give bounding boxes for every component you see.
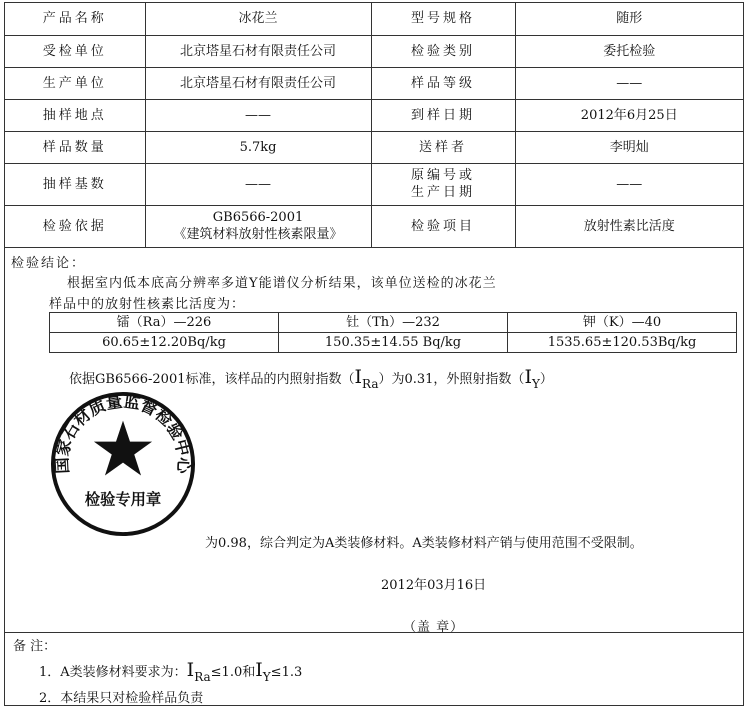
label-inspection-basis: 检验依据 — [5, 205, 145, 247]
table-row — [5, 205, 743, 247]
value-sampling-base: —— — [145, 163, 371, 205]
table-row — [5, 3, 743, 35]
test-report-page — [4, 2, 744, 706]
note-item-2: 2．本结果只对检验样品负责 — [39, 691, 204, 706]
label-model-spec: 型号规格 — [371, 3, 515, 35]
value-manufacturer: 北京塔星石材有限责任公司 — [145, 67, 371, 99]
label-inspection-type: 检验类别 — [371, 35, 515, 67]
label-original-number-line1: 原编号或 — [410, 168, 475, 183]
verdict-text: 为0.98，综合判定为A类装修材料。A类装修材料产销与使用范围不受限制。 — [205, 536, 643, 551]
label-manufacturer: 生产单位 — [5, 67, 145, 99]
seal-label: （盖 章） — [403, 620, 465, 635]
note1-end: ≤1.3 — [270, 665, 303, 680]
conclusion-paragraph-2: 样品中的放射性核素比活度为： — [49, 297, 246, 312]
value-sample-quantity: 5.7kg — [145, 131, 371, 163]
value-arrival-date: 2012年6月25日 — [515, 99, 743, 131]
note1-internal-subscript: Ra — [194, 670, 211, 684]
index-text-c: ） — [539, 372, 553, 387]
value-client-unit: 北京塔星石材有限责任公司 — [145, 35, 371, 67]
label-inspection-item: 检验项目 — [371, 205, 515, 247]
table-row — [50, 313, 737, 333]
value-radium: 60.65±12.20Bq/kg — [50, 333, 279, 353]
header-potassium: 钾（K）—40 — [508, 313, 737, 333]
star-icon — [94, 421, 152, 476]
value-sample-grade: —— — [515, 67, 743, 99]
label-arrival-date: 到样日期 — [371, 99, 515, 131]
value-thorium: 150.35±14.55 Bq/kg — [279, 333, 508, 353]
official-seal-stamp — [49, 390, 197, 538]
note-item-1 — [39, 659, 302, 684]
internal-index-symbol: I — [354, 366, 363, 388]
header-thorium: 钍（Th）—232 — [279, 313, 508, 333]
table-row — [5, 67, 743, 99]
label-sampling-site: 抽样地点 — [5, 99, 145, 131]
standard-title: 《建筑材料放射性核素限量》 — [173, 227, 343, 242]
nuclide-activity-table — [49, 312, 737, 353]
header-radium: 镭（Ra）—226 — [50, 313, 279, 333]
conclusion-section — [5, 247, 743, 633]
value-original-number: —— — [515, 163, 743, 205]
value-model-spec: 随形 — [515, 3, 743, 35]
value-inspection-basis — [145, 205, 371, 247]
table-row — [5, 99, 743, 131]
notes-title: 备 注： — [13, 639, 57, 654]
seal-center-text: 检验专用章 — [84, 490, 162, 509]
note1-internal-symbol: I — [186, 659, 195, 681]
index-text-b: ）为0.31，外照射指数（ — [378, 372, 525, 387]
radiation-index-line — [69, 366, 553, 391]
sample-info-table — [5, 3, 743, 248]
table-row — [5, 163, 743, 205]
value-inspection-type: 委托检验 — [515, 35, 743, 67]
report-date: 2012年03月16日 — [381, 578, 487, 593]
note1-external-symbol: I — [255, 659, 263, 681]
external-index-symbol: I — [524, 366, 532, 388]
label-sample-grade: 样品等级 — [371, 67, 515, 99]
index-text-a: 依据GB6566-2001标准，该样品的内照射指数（ — [69, 372, 355, 387]
label-client-unit: 受检单位 — [5, 35, 145, 67]
label-product-name: 产品名称 — [5, 3, 145, 35]
note1-external-subscript: Y — [262, 670, 271, 684]
note1-mid: ≤1.0和 — [210, 665, 256, 680]
label-sampling-base: 抽样基数 — [5, 163, 145, 205]
external-index-subscript: Y — [531, 377, 540, 391]
conclusion-paragraph-1: 根据室内低本底高分辨率多道Y能谱仪分析结果，该单位送检的冰花兰 — [67, 276, 497, 291]
value-product-name: 冰花兰 — [145, 3, 371, 35]
value-inspection-item: 放射性素比活度 — [515, 205, 743, 247]
label-sample-quantity: 样品数量 — [5, 131, 145, 163]
standard-code: GB6566-2001 — [212, 210, 304, 225]
seal-ring-text: 国家石材质量监督检验中心 — [52, 391, 194, 475]
label-sender: 送样者 — [371, 131, 515, 163]
label-production-date-line2: 生产日期 — [410, 185, 475, 200]
label-original-number — [371, 163, 515, 205]
conclusion-title: 检验结论： — [11, 256, 87, 271]
table-row — [5, 35, 743, 67]
table-row — [50, 333, 737, 353]
internal-index-subscript: Ra — [362, 377, 379, 391]
value-sampling-site: —— — [145, 99, 371, 131]
value-sender: 李明灿 — [515, 131, 743, 163]
note1-prefix: 1．A类装修材料要求为： — [39, 665, 187, 680]
value-potassium: 1535.65±120.53Bq/kg — [508, 333, 737, 353]
table-row — [5, 131, 743, 163]
